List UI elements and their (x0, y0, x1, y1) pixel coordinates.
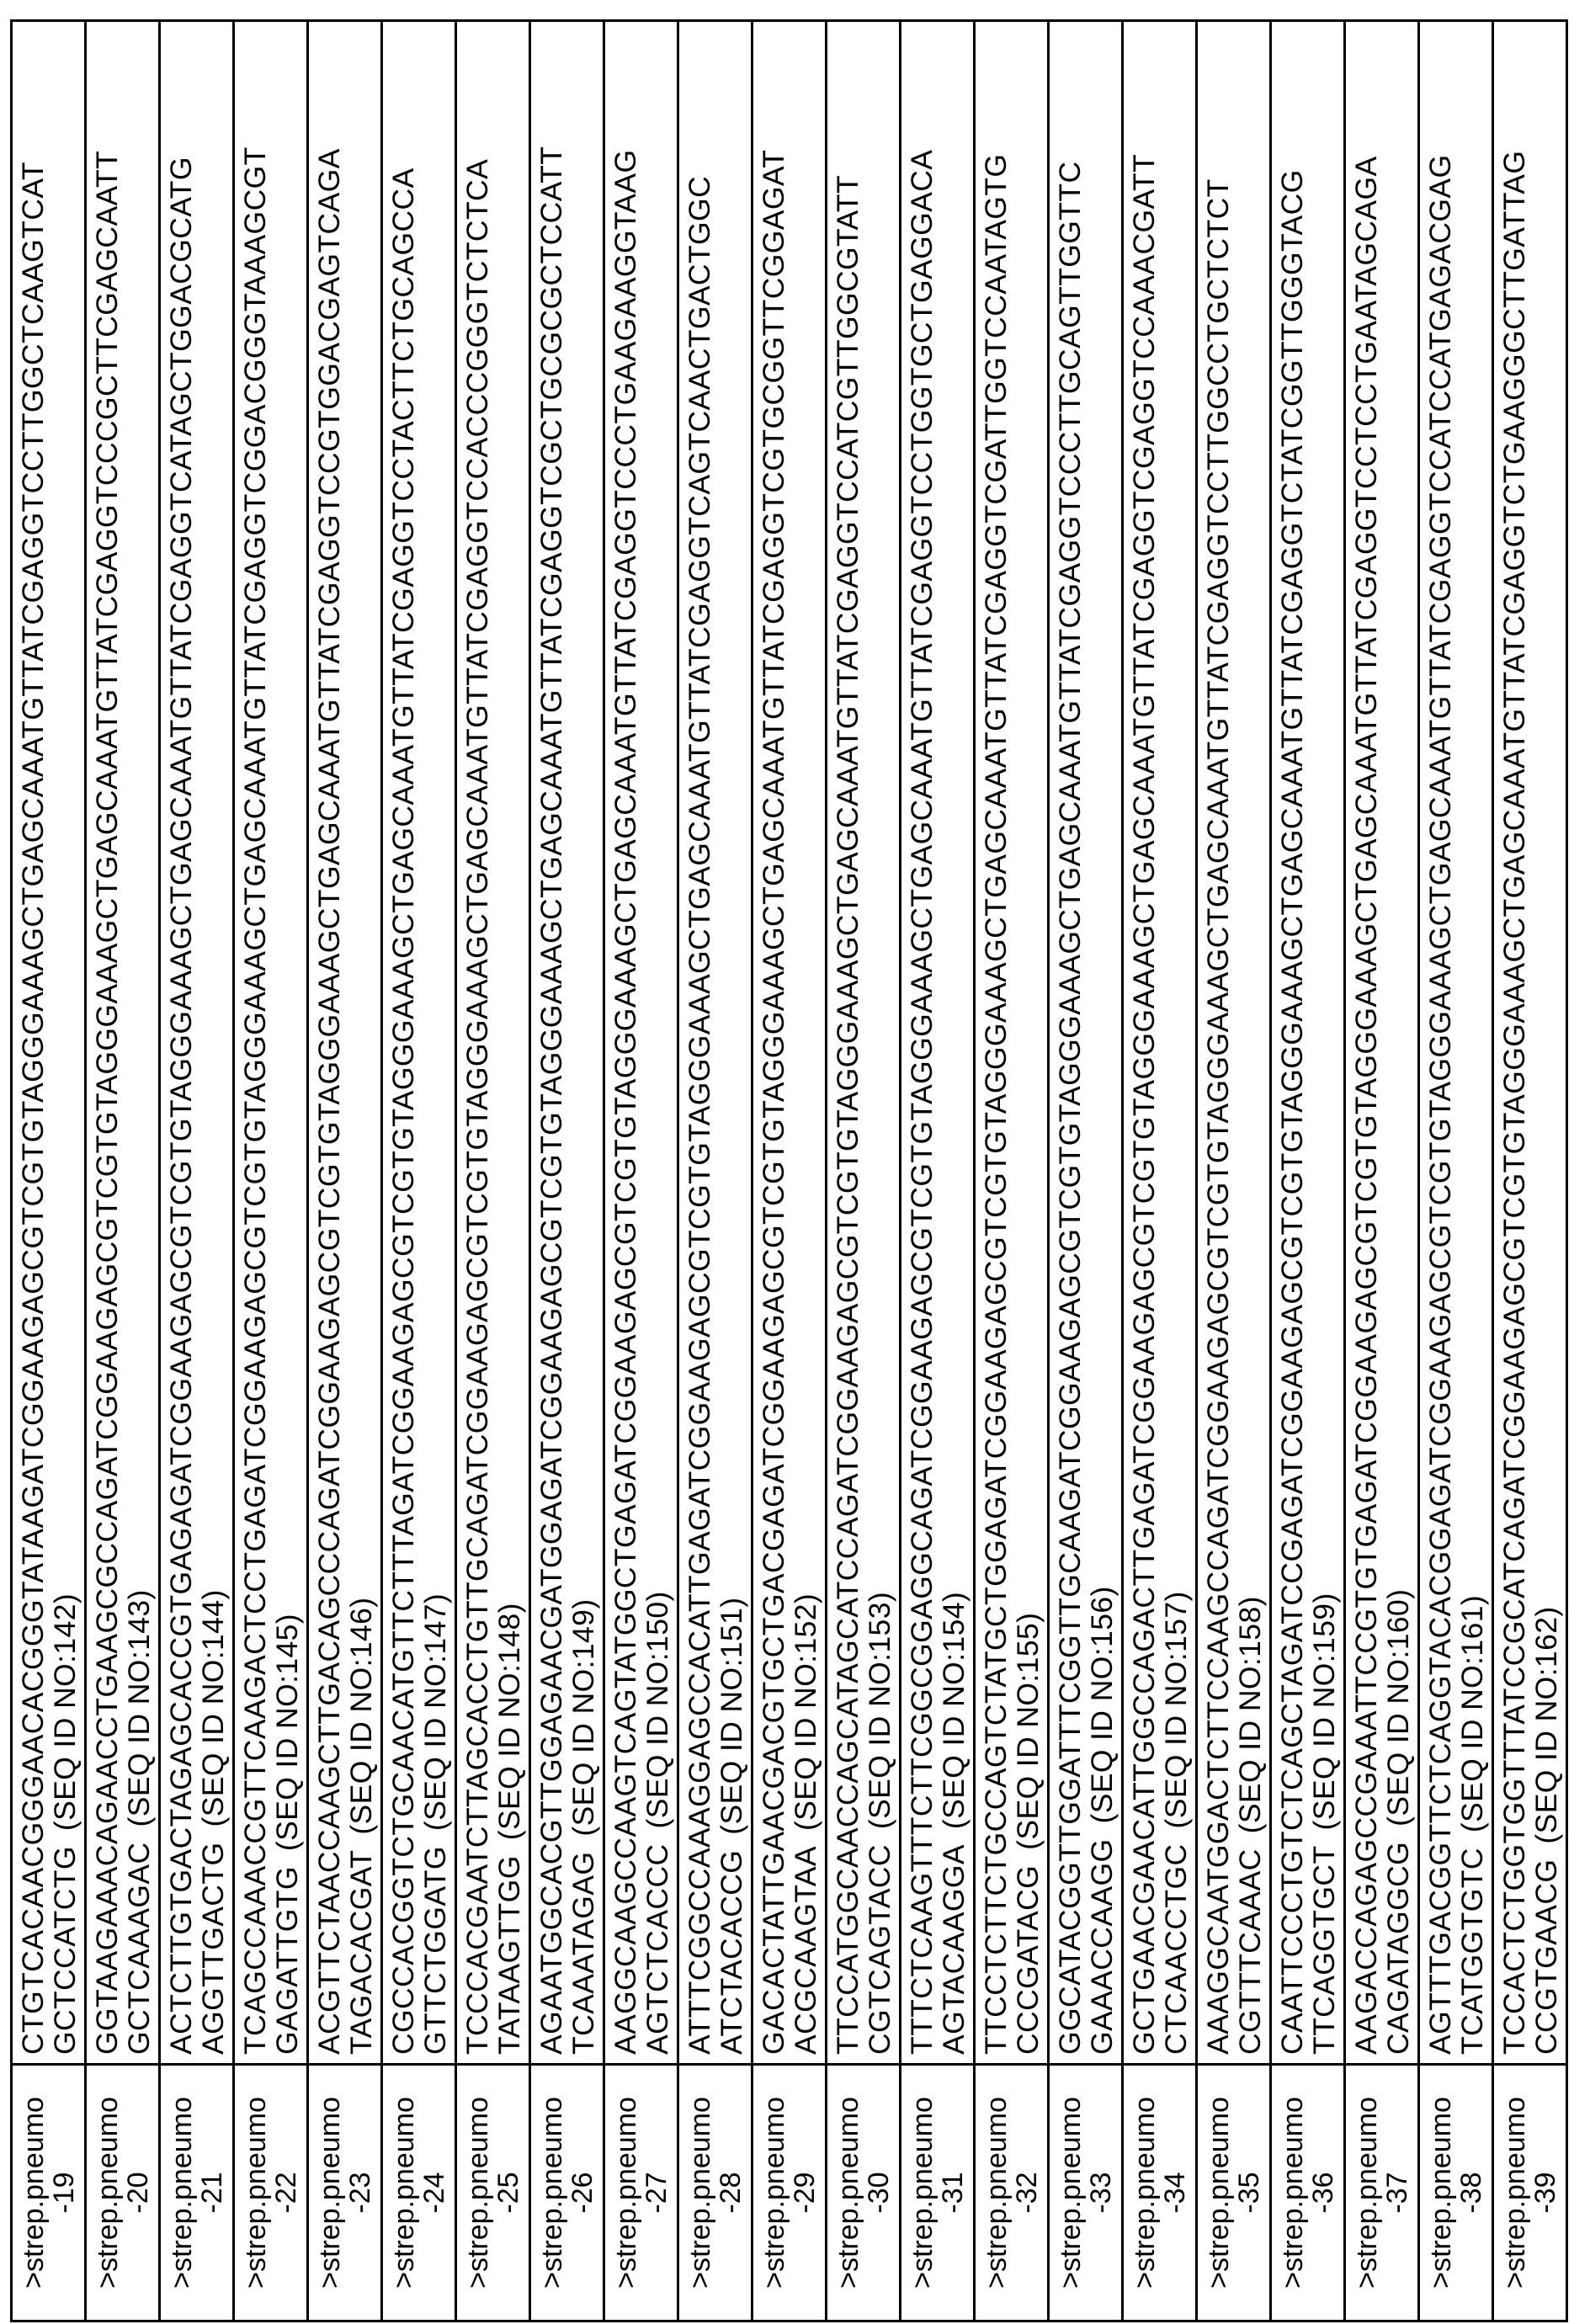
sequence-line-1: AAGGCAAGCCAAGTCAGTATGGCTGAGATCGGAAGAGCGTCGTGTAGGGAAAGCTGAGCAAATGTTATCGAGGTCCCTGAAGAAGGTAAG (609, 150, 642, 2055)
sequence-name-cell (1049, 2065, 1123, 2321)
sequence-line-2: AGTCTCACCC (641, 1843, 674, 2055)
table-row (382, 21, 456, 2321)
sequence-number: -35 (1233, 2172, 1265, 2213)
seq-id-label: (SEQ ID NO:152) (789, 1593, 822, 1831)
sequence-cell (12, 21, 86, 2065)
table-row (1123, 21, 1197, 2321)
sequence-name-cell (752, 2065, 827, 2321)
table-row (86, 21, 160, 2321)
sequence-number: -21 (196, 2172, 228, 2213)
sequence-line-1: TCCCACGAATCTTAGCACCTGTTGCAGATCGGAAGAGCGTCGTGTAGGGAAAGCTGAGCAAATGTTATCGAGGTCCACCCGGGTCTCTCA (460, 159, 494, 2055)
sequence-name-cell (234, 2065, 308, 2321)
sequence-cell (975, 21, 1049, 2065)
sequence-line-1: GCTGAACGAACATTGGCCAGACTTGAGATCGGAAGAGCGTCGTGTAGGGAAAGCTGAGCAAATGTTATCGAGGTCGAGGTCCAAACGATT (1127, 154, 1161, 2055)
sequence-name: >strep.pneumo (1499, 2097, 1531, 2289)
sequence-line-2: TCAAATAGAG (566, 1852, 600, 2055)
sequence-cell (827, 21, 901, 2065)
sequence-name: >strep.pneumo (832, 2097, 864, 2289)
rotated-sequence-table-container (10, 19, 1566, 2322)
sequence-number: -30 (863, 2172, 895, 2213)
sequence-name-cell (1271, 2065, 1345, 2321)
seq-id-label: (SEQ ID NO:155) (1011, 1613, 1045, 1850)
sequence-line-2: TAGACACGAT (344, 1850, 378, 2055)
table-row (160, 21, 234, 2321)
sequence-name-cell (1123, 2065, 1197, 2321)
sequence-number: -31 (937, 2172, 969, 2213)
table-row (234, 21, 308, 2321)
sequence-name: >strep.pneumo (907, 2097, 939, 2289)
sequence-cell (1123, 21, 1197, 2065)
sequence-line-1: TTTCTCAAGTTTCTTCGGCGGAGGCAGATCGGAAGAGCGTCGTGTAGGGAAAGCTGAGCAAATGTTATCGAGGTCCTGGTGCTGAGGACA (905, 150, 939, 2055)
seq-id-label: (SEQ ID NO:145) (270, 1614, 304, 1851)
sequence-name-cell (827, 2065, 901, 2321)
sequence-line-1: ACTCTTGTGACTAGAGCACCGTGAGAGATCGGAAGAGCGTCGTGTAGGGAAAGCTGAGCAAATGTTATCGAGGTCATAGCTGGACGCATG (164, 157, 198, 2055)
sequence-cell (604, 21, 678, 2065)
sequence-number: -19 (48, 2172, 80, 2213)
sequence-line-2: ATCTACACCG (715, 1850, 748, 2055)
sequence-number: -26 (566, 2172, 598, 2213)
sequence-number: -32 (1011, 2172, 1043, 2213)
table-row (1197, 21, 1271, 2321)
seq-id-label: (SEQ ID NO:159) (1307, 1593, 1341, 1830)
sequence-number: -27 (641, 2172, 673, 2213)
sequence-name-cell (12, 2065, 86, 2321)
sequence-name: >strep.pneumo (92, 2097, 124, 2289)
sequence-cell (530, 21, 604, 2065)
sequence-line-2: GCTCAAAGAC (122, 1842, 156, 2055)
sequence-number: -24 (418, 2172, 450, 2213)
sequence-name: >strep.pneumo (462, 2097, 494, 2289)
seq-id-label: (SEQ ID NO:151) (715, 1598, 748, 1835)
table-row (827, 21, 901, 2321)
sequence-line-2: CAGATAGGCG (1381, 1842, 1415, 2055)
sequence-number: -29 (789, 2172, 821, 2213)
sequence-name: >strep.pneumo (1425, 2097, 1457, 2289)
seq-id-label: (SEQ ID NO:146) (344, 1597, 378, 1834)
sequence-name: >strep.pneumo (314, 2097, 346, 2289)
sequence-line-1: AAGACCAGAGCCGAAATTCCGTGTGAGATCGGAAGAGCGTCGTGTAGGGAAAGCTGAGCAAATGTTATCGAGGTCCTCCTGAATAGCAGA (1349, 156, 1383, 2055)
sequence-line-1: TCCACTCTGGTGGTTTATCCGCATCAGATCGGAAGAGCGTCGTGTAGGGAAAGCTGAGCAAATGTTATCGAGGTCTGAAGGGCTTGATTAG (1497, 151, 1531, 2055)
sequence-line-1: AGAATGGCACGTTGGAGAACGATGGAGATCGGAAGAGCGTCGTGTAGGGAAAGCTGAGCAAATGTTATCGAGGTCGCTGCGCGCTCCATT (534, 146, 568, 2055)
sequence-name-cell (1345, 2065, 1419, 2321)
sequence-line-1: ACGTTCTAACCAAGCTTGACAGCCCAGATCGGAAGAGCGTCGTGTAGGGAAAGCTGAGCAAATGTTATCGAGGTCCGTGGACGAGTCAGA (312, 148, 346, 2055)
sequence-line-2: TCATGGTGTC (1455, 1848, 1489, 2055)
sequence-name: >strep.pneumo (1055, 2097, 1087, 2289)
sequence-line-2: CTCAACCTGC (1159, 1843, 1193, 2055)
sequence-line-2: CCGTGAACG (1529, 1859, 1563, 2055)
sequence-line-2: CGTCAGTACC (863, 1844, 896, 2055)
sequence-number: -25 (492, 2172, 524, 2213)
seq-id-label: (SEQ ID NO:144) (196, 1589, 230, 1827)
sequence-line-1: AGTTTGACGGTTCTCAGGTACACGGAGATCGGAAGAGCGTCGTGTAGGGAAAGCTGAGCAAATGTTATCGAGGTCCATCCATGAGACGAG (1423, 155, 1457, 2055)
seq-id-label: (SEQ ID NO:154) (937, 1592, 970, 1829)
seq-id-label: (SEQ ID NO:143) (122, 1589, 156, 1827)
sequence-cell (86, 21, 160, 2065)
sequence-cell (308, 21, 382, 2065)
sequence-line-1: TTCCATGGCAACCAGCATAGCATCCAGATCGGAAGAGCGTCGTGTAGGGAAAGCTGAGCAAATGTTATCGAGGTCCATCGTTGGCGTATT (831, 175, 864, 2055)
sequence-cell (382, 21, 456, 2065)
sequence-line-1: CGCCACGGTCTGCAACATGTTCTTTAGATCGGAAGAGCGTCGTGTAGGGAAAGCTGAGCAAATGTTATCGAGGTCCTACTTCTGCAGCCA (386, 168, 420, 2055)
sequence-name-cell (456, 2065, 530, 2321)
table-row (1049, 21, 1123, 2321)
table-row (308, 21, 382, 2321)
seq-id-label: (SEQ ID NO:158) (1233, 1596, 1267, 1833)
sequence-line-2: ACGCAAGTAA (789, 1846, 822, 2055)
table-row (1345, 21, 1419, 2321)
sequence-number: -22 (270, 2172, 302, 2213)
sequence-line-2: AGGTTGACTG (196, 1843, 230, 2055)
sequence-name-cell (382, 2065, 456, 2321)
sequence-cell (234, 21, 308, 2065)
sequence-table-body (12, 21, 1567, 2321)
sequence-name: >strep.pneumo (166, 2097, 198, 2289)
seq-id-label: (SEQ ID NO:149) (566, 1598, 600, 1836)
seq-id-label: (SEQ ID NO:156) (1085, 1586, 1119, 1823)
sequence-cell (1419, 21, 1493, 2065)
sequence-name: >strep.pneumo (388, 2097, 420, 2289)
sequence-table (10, 19, 1568, 2322)
sequence-cell (456, 21, 530, 2065)
sequence-line-2: CCCGATACG (1011, 1865, 1045, 2055)
sequence-name-cell (308, 2065, 382, 2321)
sequence-name: >strep.pneumo (981, 2097, 1013, 2289)
sequence-name-cell (86, 2065, 160, 2321)
sequence-name-cell (901, 2065, 975, 2321)
sequence-cell (752, 21, 827, 2065)
sequence-name: >strep.pneumo (684, 2097, 716, 2289)
sequence-number: -38 (1455, 2172, 1487, 2213)
sequence-line-2: CGTTTCAAAC (1233, 1848, 1267, 2055)
sequence-name-cell (1493, 2065, 1567, 2321)
sequence-name: >strep.pneumo (1203, 2097, 1235, 2289)
seq-id-label: (SEQ ID NO:142) (48, 1593, 82, 1831)
seq-id-label: (SEQ ID NO:160) (1381, 1589, 1415, 1827)
sequence-line-2: TATAAGTTGG (492, 1855, 526, 2055)
sequence-line-1: CTGTCACAACGGGAACACGGGTATAAGATCGGAAGAGCGTCGTGTAGGGAAAGCTGAGCAAATGTTATCGAGGTCCTTGGCTCAAGTCAT (16, 162, 50, 2055)
table-row (1271, 21, 1345, 2321)
sequence-cell (1493, 21, 1567, 2065)
sequence-number: -34 (1159, 2172, 1191, 2213)
sequence-name: >strep.pneumo (610, 2097, 642, 2289)
seq-id-label: (SEQ ID NO:147) (418, 1593, 452, 1831)
sequence-line-1: ATTTCGGCCAAAGGAGCCACATTGAGATCGGAAGAGCGTCGTGTAGGGAAAGCTGAGCAAATGTTATCGAGGTCAGTCAACTGACTGGC (683, 176, 716, 2055)
sequence-number: -37 (1381, 2172, 1413, 2213)
sequence-name-cell (604, 2065, 678, 2321)
seq-id-label: (SEQ ID NO:157) (1159, 1591, 1193, 1828)
sequence-name: >strep.pneumo (240, 2097, 272, 2289)
sequence-name: >strep.pneumo (1129, 2097, 1161, 2289)
sequence-name-cell (1419, 2065, 1493, 2321)
sequence-number: -20 (122, 2172, 154, 2213)
table-row (901, 21, 975, 2321)
table-row (456, 21, 530, 2321)
sequence-line-1: GGTAAGAAACAGAACCTGAAGCGCCAGATCGGAAGAGCGTCGTGTAGGGAAAGCTGAGCAAATGTTATCGAGGTCCCGCTTCGAGCAATT (90, 151, 124, 2055)
sequence-number: -28 (715, 2172, 747, 2213)
table-row (975, 21, 1049, 2321)
seq-id-label: (SEQ ID NO:153) (863, 1592, 896, 1829)
sequence-name-cell (975, 2065, 1049, 2321)
sequence-cell (1197, 21, 1271, 2065)
sequence-cell (160, 21, 234, 2065)
table-row (1419, 21, 1493, 2321)
seq-id-label: (SEQ ID NO:161) (1455, 1595, 1489, 1832)
seq-id-label: (SEQ ID NO:162) (1529, 1606, 1563, 1843)
sequence-name: >strep.pneumo (18, 2097, 50, 2289)
seq-id-label: (SEQ ID NO:150) (641, 1591, 674, 1828)
sequence-line-2: TTCAGGTGCT (1307, 1845, 1341, 2055)
table-row (604, 21, 678, 2321)
sequence-name-cell (1197, 2065, 1271, 2321)
sequence-cell (901, 21, 975, 2065)
sequence-cell (678, 21, 752, 2065)
table-row (530, 21, 604, 2321)
table-row (752, 21, 827, 2321)
sequence-name-cell (530, 2065, 604, 2321)
sequence-line-2: GAAACCAAGG (1085, 1838, 1119, 2055)
sequence-line-1: CAATTCCCTGTCTCAGCTAGATCCGAGATCGGAAGAGCGTCGTGTAGGGAAAGCTGAGCAAATGTTATCGAGGTCTATCGGTTGGGTACG (1275, 169, 1309, 2055)
sequence-name-cell (678, 2065, 752, 2321)
sequence-line-1: AAAGGCAATGGACTCTTCCAAGCCAGATCGGAAGAGCGTCGTGTAGGGAAAGCTGAGCAAATGTTATCGAGGTCCTTGGCCTGCTCTCT (1201, 178, 1235, 2055)
sequence-name-cell (160, 2065, 234, 2321)
sequence-name: >strep.pneumo (1277, 2097, 1309, 2289)
sequence-number: -36 (1307, 2172, 1339, 2213)
table-row (678, 21, 752, 2321)
sequence-number: -23 (344, 2172, 376, 2213)
sequence-cell (1049, 21, 1123, 2065)
sequence-line-2: AGTACAAGGA (937, 1844, 970, 2055)
sequence-cell (1271, 21, 1345, 2065)
sequence-line-2: GTTCTGGATG (418, 1846, 452, 2055)
sequence-line-2: GAGATTGTG (270, 1866, 304, 2055)
sequence-line-2: GCTCCATCTG (48, 1846, 82, 2055)
table-row (1493, 21, 1567, 2321)
sequence-number: -39 (1529, 2172, 1561, 2213)
table-row (12, 21, 86, 2321)
sequence-cell (1345, 21, 1419, 2065)
sequence-name: >strep.pneumo (1351, 2097, 1383, 2289)
sequence-line-1: GACACTATTGAACGACGTGCTGACGAGATCGGAAGAGCGTCGTGTAGGGAAAGCTGAGCAAATGTTATCGAGGTCGTGCGGTTCGGAGAT (757, 150, 790, 2055)
seq-id-label: (SEQ ID NO:148) (492, 1603, 526, 1840)
sequence-line-1: GGCATACGGTTGGATTTCGGTTGCAAGATCGGAAGAGCGTCGTGTAGGGAAAGCTGAGCAAATGTTATCGAGGTCCCTTGCAGTTGGTTC (1053, 162, 1087, 2055)
sequence-name: >strep.pneumo (536, 2097, 568, 2289)
sequence-name: >strep.pneumo (758, 2097, 790, 2289)
sequence-line-1: TTCCTCTTCTGCCAGTCTATGCTGGAGATCGGAAGAGCGTCGTGTAGGGAAAGCTGAGCAAATGTTATCGAGGTCGATTGGTCCAATAGTG (979, 154, 1013, 2055)
sequence-line-1: TCAGCCAAACCGTTCAAGACTCCTGAGATCGGAAGAGCGTCGTGTAGGGAAAGCTGAGCAAATGTTATCGAGGTCGGACGGGTAAAGCGT (238, 146, 272, 2055)
sequence-number: -33 (1085, 2172, 1117, 2213)
